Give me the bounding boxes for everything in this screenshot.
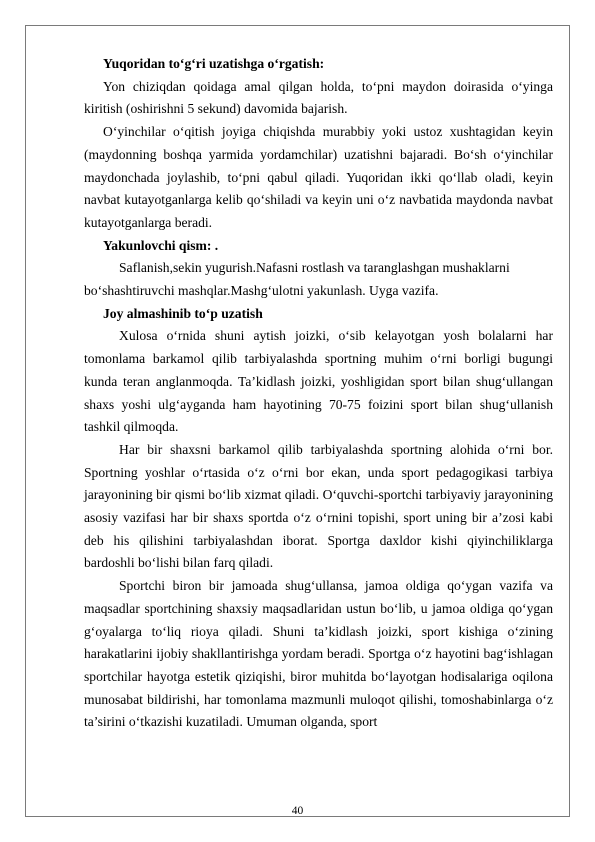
- paragraph-team-goals: Sportchi biron bir jamoada shug‘ullansa, jamoa oldiga qo‘ygan vazifa va maqsadlar sportchining shaxsiy maqsadlaridan ustun bo‘lib, u jamoa oldiga qo‘ygan g‘oyalarga to‘liq rioya qiladi. Shuni ta’kidlash joizki, sport kishiga o‘zining harakatlarini ijobiy shakllantirishga yordam beradi. Sportga o‘z hayotini bag‘ishlagan sportchilar hayotga estetik qiziqishi, biror muhitda bo‘layotgan hodisalariga oqilona munosabat bildirishi, har tomonlama mazmunli muloqot qilishi, tomoshabinlarga o‘z ta’sirini o‘tkazishi kuzatiladi. Umuman olganda, sport: [84, 578, 553, 730]
- paragraph-sideline-serve: Yon chiziqdan qoidaga amal qilgan holda, to‘pni maydon doirasida o‘yinga kiritish (oshirishni 5 sekund) davomida bajarish.: [84, 78, 553, 117]
- document-body: [84, 53, 553, 734]
- section-heading-position-swap: Joy almashinib to‘p uzatish: [103, 305, 263, 321]
- paragraph-cooldown: Saflanish,sekin yugurish.Nafasni rostlash va taranglashgan mushaklarni bo‘shashtiruvchi mashqlar.Mashg‘ulotni yakunlash. Uyga vazifa.: [84, 260, 510, 299]
- paragraph-conclusion: Xulosa o‘rnida shuni aytish joizki, o‘sib kelayotgan yosh bolalarni har tomonlama barkamol qilib tarbiyalashda sportning muhim o‘rni borligi bugungi kunda teran anglanmoqda. Ta’kidlash joizki, yoshligidan sport bilan shug‘ullangan shaxs yoshi ulg‘ayganda ham hayotining 70-75 foizini sport bilan shug‘ullanish tashkil qilmoqda.: [84, 328, 553, 435]
- page-number: 40: [291, 805, 304, 817]
- section-heading-final-part: Yakunlovchi qism: .: [103, 237, 219, 253]
- section-heading-passing: Yuqoridan to‘g‘ri uzatishga o‘rgatish:: [103, 56, 325, 71]
- paragraph-players-drill: O‘yinchilar o‘qitish joyiga chiqishda murabbiy yoki ustoz xushtagidan keyin (maydonning boshqa yarmida yordamchilar) uzatishni bajaradi. Bo‘sh o‘yinchilar maydonchada joylashib, to‘pni qabul qiladi. Yuqoridan ikki qo‘llab oladi, keyin navbat kutayotganlarga kelib qo‘shiladi va keyin uni o‘z navbatida maydonda navbat kutayotganlarga beradi.: [84, 124, 553, 230]
- paragraph-sport-role: Har bir shaxsni barkamol qilib tarbiyalashda sportning alohida o‘rni bor. Sportning yoshlar o‘rtasida o‘z o‘rni bor ekan, unda sport pedagogikasi tarbiya jarayonining bir qismi bo‘lib xizmat qiladi. O‘quvchi-sportchi tarbiyaviy jarayonining asosiy vazifasi har bir shaxs sportda o‘z o‘rnini topishi, sport uning bir a’zosi kabi deb his qilishini tarbiyalashdan iborat. Sportga daxldor kishi qiyinchiliklarga bardoshli bo‘lishi bilan farq qiladi.: [84, 441, 553, 571]
